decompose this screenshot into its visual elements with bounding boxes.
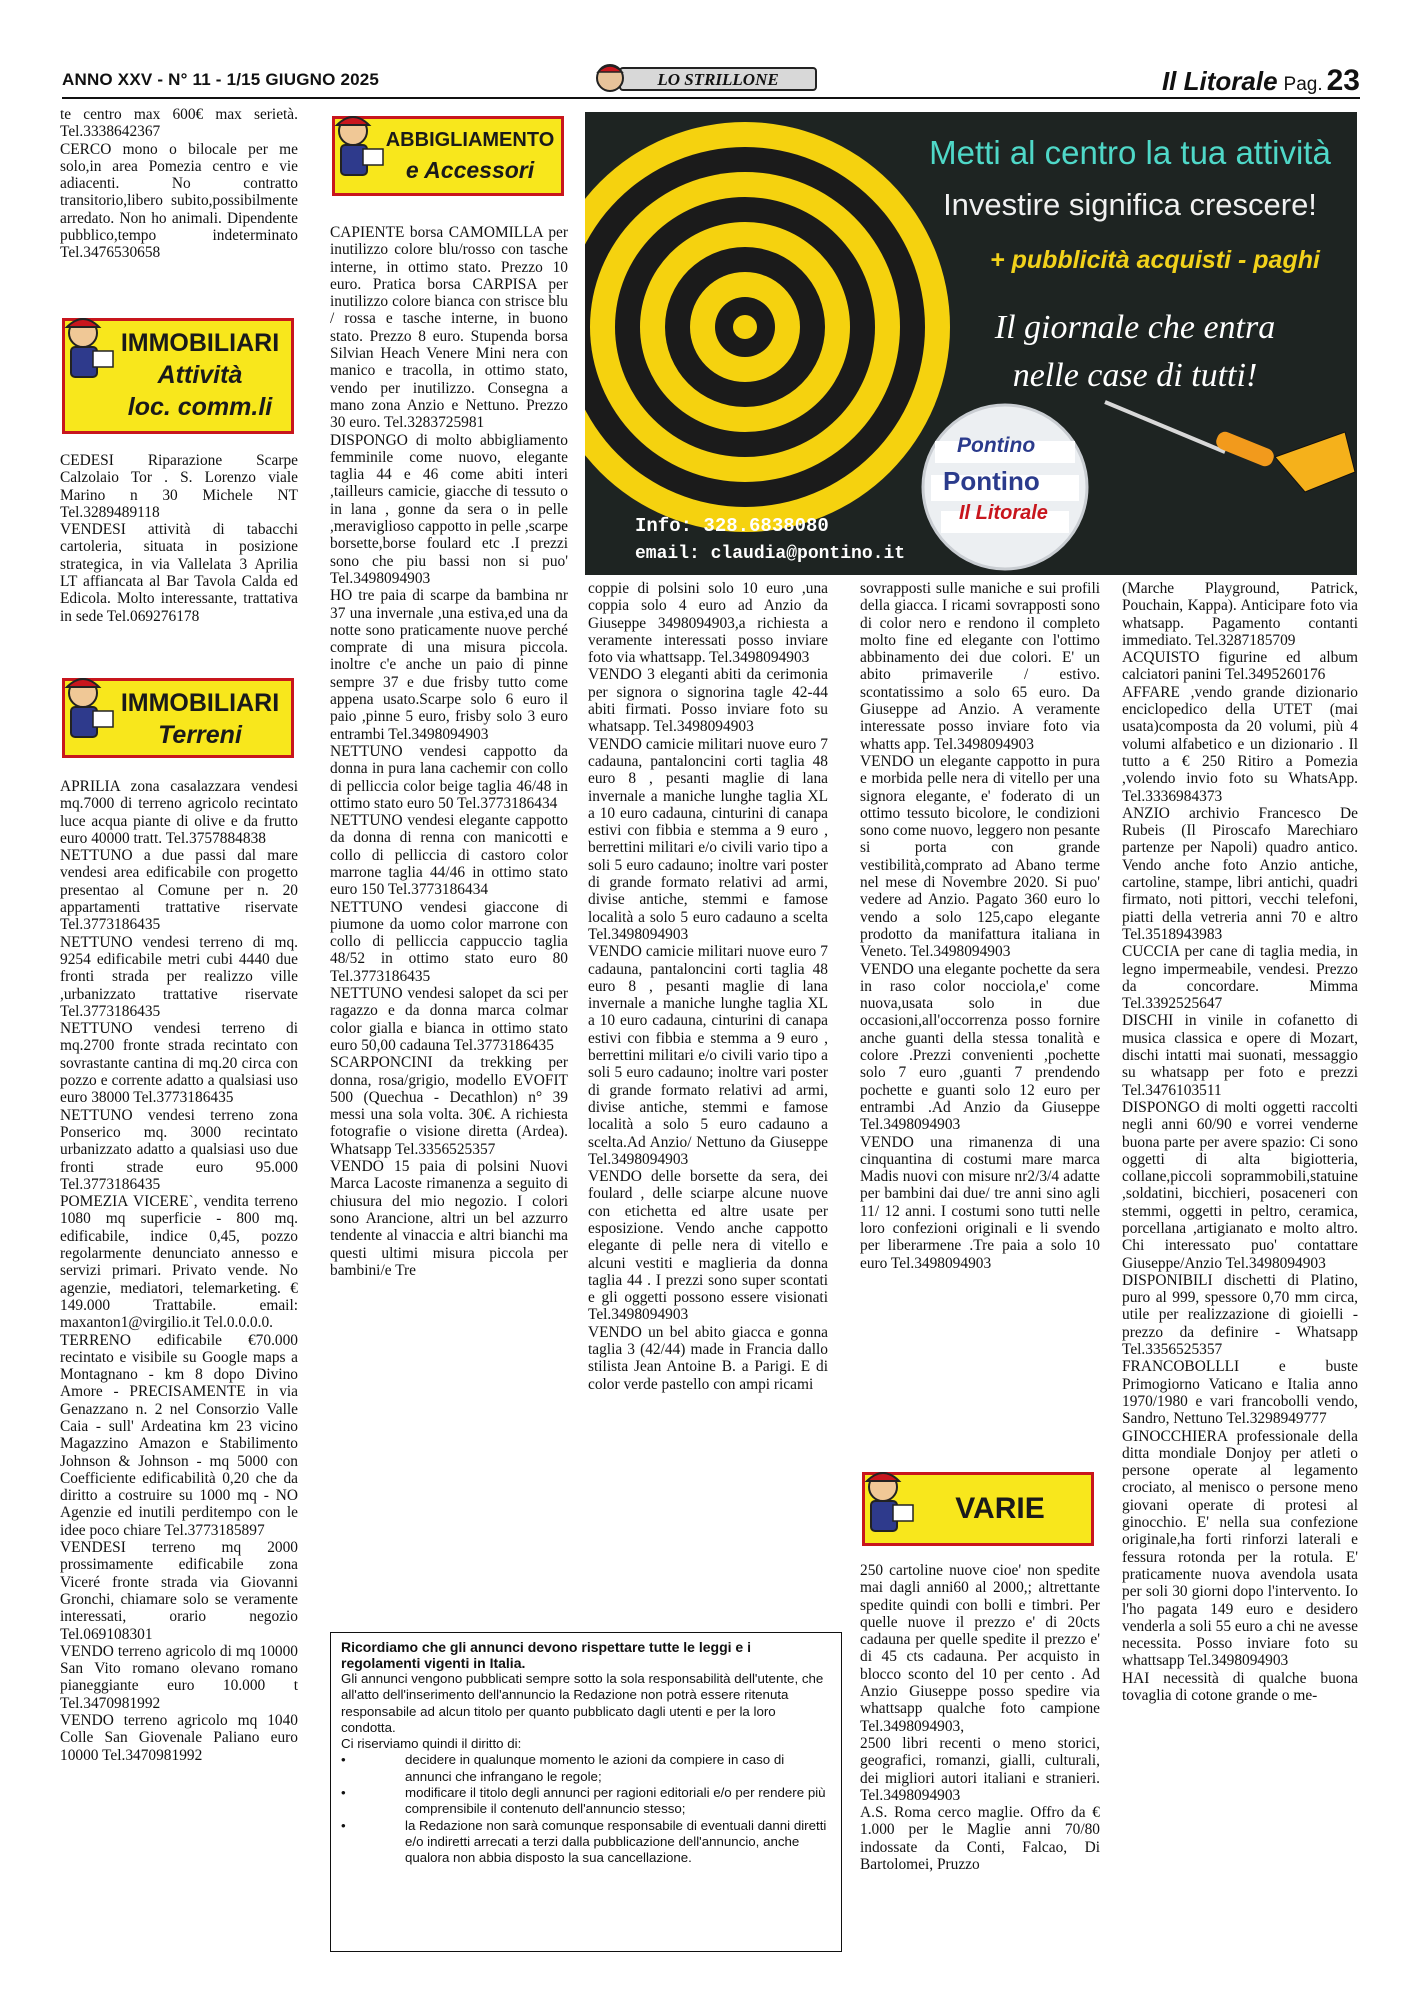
notice-body: Gli annunci vengono pubblicati sempre sotto la sola responsabilità dell'utente, che all'atto dell'inserimento dell'annuncio la Redazione non potrà essere ritenuta responsabile ad alcun titolo per quanto pubblicato dagli utenti e per la loro condotta. [341, 1671, 824, 1735]
dart-icon [1105, 402, 1355, 492]
classified-ad: NETTUNO vendesi terreno di mq. 9254 edificabile metri cubi 4440 due fronti strada per realizzo ville ,urbanizzato trattative riservate Tel.3773186435 [60, 933, 298, 1020]
newsboy-mascot-icon [57, 311, 117, 383]
classified-ad: coppie di polsini solo 10 euro ,una coppia solo 4 euro ad Anzio da Giuseppe 3498094903,a richiesta a veramente interessati posso inviare foto via whattsapp. Tel.3498094903 [588, 580, 828, 667]
classified-ad: SCARPONCINI da trekking per donna, rosa/grigio, modello EVOFIT 500 (Quechua - Decathlon) n° 39 messi una sola volta. 30€. A richiesta fotografie o visione diretta (Ardea). Whatsapp Tel.3356525357 [330, 1054, 568, 1158]
page-label: Pag. [1283, 74, 1323, 95]
section-title-line: Terreni [158, 721, 242, 749]
section-title-line: VARIE [955, 1492, 1045, 1525]
column-1-attivita [60, 452, 298, 625]
column-5 [1122, 580, 1358, 1704]
classified-ad: NETTUNO vendesi elegante cappotto da donna di renna con manicotti e collo di pelliccia di castoro color marrone taglia 44/46 in ottimo stato euro 150 Tel.3773186434 [330, 812, 568, 899]
classified-ad: CERCO mono o bilocale per me solo,in area Pomezia centro e vie adiacenti. No contratto transitorio,libero subito,possibilmente arredato. Non ho animali. Dipendente pubblico,tempo indeterminato Tel.3476530658 [60, 140, 298, 262]
pontino-logo: Pontino [957, 434, 1036, 457]
section-title-line: loc. comm.li [127, 393, 273, 421]
notice-list-item: • modificare il titolo degli annunci per ragioni editoriali e/o per rendere più comprensibile il contenuto dell'annuncio stesso; [341, 1785, 831, 1818]
ad-tagline-line: Il giornale che entra [994, 309, 1276, 346]
classified-ad: NETTUNO vendesi giaccone di piumone da uomo color marrone con collo di pelliccia cappuccio taglia 48/52 in ottimo stato euro 80 Tel.3773186435 [330, 898, 568, 985]
section-title-line: Attività [157, 361, 243, 389]
classified-ad: A.S. Roma cerco maglie. Offro da € 1.000 per le Maglie anni 70/80 indossate da Conti, Falcao, Di Bartolomei, Pruzzo [860, 1804, 1100, 1874]
classified-ad: CAPIENTE borsa CAMOMILLA per inutilizzo colore blu/rosso con tasche interne, in ottimo stato. Prezzo 10 euro. Pratica borsa CARPISA per inutilizzo colore bianca con strisce blu / rossa e tasche interne, in buono stato. Prezzo 8 euro. Stupenda borsa Silvian Heach Venere Mini nera con manico e tracolla, in ottimo stato, vendo per inutilizzo. Consegna a mano zona Anzio e Nettuno. Prezzo 30 euro. Tel.3283725981 [330, 224, 568, 432]
notice-list [341, 1752, 831, 1866]
column-1-terreni [60, 778, 298, 1764]
advertisement-banner [585, 112, 1357, 575]
section-header-varie [862, 1472, 1094, 1546]
logo-text: LO STRILLONE [657, 70, 779, 89]
classified-ad: sovrapposti sulle maniche e sui profili della giacca. I ricami sovrapposti sono di color nero e rendono il completo molto fine ed elegante con l'ottimo abbinamento dei due colori. E' un abito primaverile / estivo. scontatissimo a solo 65 euro. Da Giuseppe ad Anzio. A veramente interessate posso inviare foto via whatts app. Tel.3498094903 [860, 580, 1100, 753]
issue-info: ANNO XXV - N° 11 - 1/15 GIUGNO 2025 [62, 70, 380, 89]
classified-ad: ACQUISTO figurine ed album calciatori panini Tel.3495260176 [1122, 649, 1358, 684]
classified-ad: APRILIA zona casalazzara vendesi mq.7000 di terreno agricolo recintato luce acqua piante di olive e da frutto euro 40000 tratt. Tel.3757884838 [60, 778, 298, 847]
classified-ad: VENDO terreno agricolo mq 1040 Colle San Giovenale Paliano euro 10000 Tel.3470981992 [60, 1712, 298, 1764]
classified-ad: CEDESI Riparazione Scarpe Calzolaio Tor . S. Lorenzo viale Marino n 30 Michele NT Tel.3289489118 [60, 452, 298, 521]
ad-info-phone: Info: 328.6838080 [635, 515, 829, 537]
classified-ad: NETTUNO vendesi cappotto da donna in pura lana cachemir con collo di pelliccia color beige taglia 46/48 in ottimo stato euro 50 Tel.3773186434 [330, 742, 568, 812]
newsboy-mascot-icon [857, 1465, 917, 1537]
classified-ad: VENDO delle borsette da sera, dei foulard , delle sciarpe alcune nuove con etichetta ed altre usate per esposizione. Vendo anche cappotto elegante di pelle nera di vitello e alcuni vestiti e maglieria da donna taglia 44 . I prezzi sono super scontati e gli oggetti possono essere visionati Tel.3498094903 [588, 1168, 828, 1324]
classified-ad: TERRENO edificabile €70.000 recintato e visibile su Google maps a Montagnano - km 8 dopo Divino Amore - PRECISAMENTE in via Genazzano n. 2 nel Consorzio Valle Caia - sull' Ardeatina km 23 vicino Magazzino Amazon e Stabilimento Johnson & Johnson - mq 5000 con Coefficiente edificabilità 0,20 che da diritto a costruire su 1000 mq - NO Agenzie ed inutili perditempo con le idee poco chiare Tel.3773185897 [60, 1331, 298, 1539]
column-4 [860, 580, 1100, 1272]
classified-ad: VENDO una rimanenza di una cinquantina di costumi mare marca Madis nuovi con misure nr2/3/4 adatte per bambini dai due/ tre anni sino agli 11/ 12 anni. I costumi sono tutti nelle loro confezioni originali e li svendo per liberarmene .Tre paia a solo 10 euro Tel.3498094903 [860, 1133, 1100, 1272]
column-1-top [60, 106, 298, 262]
classified-ad: DISCHI in vinile in cofanetto di musica classica e opere di Mozart, dischi intatti mai suonati, messaggio su whatsapp per foto e prezzi Tel.3476103511 [1122, 1012, 1358, 1099]
notice-list-item: • la Redazione non sarà comunque responsabile di eventuali danni diretti e/o indiretti arrecati a terzi dalla pubblicazione dell'annuncio, anche qualora non abbia disposto la sua cancellazione. [341, 1818, 831, 1867]
page-header [62, 62, 1360, 96]
classified-ad: NETTUNO a due passi dal mare vendesi area edificabile con progetto presentao al Comune per n. 20 appartamenti trattative riservate Tel.3773186435 [60, 847, 298, 934]
ad-subhead: Investire significa crescere! [943, 187, 1317, 222]
classified-ad: DISPONGO di molto abbigliamento femminile come nuovo, elegante taglia 44 e 46 come abiti interi ,tailleurs camicie, giacche di tessuto o in lana , gonne da sera o in pelle ,meraviglioso cappotto in pelle ,scarpe borsette,borse foulard etc .I prezzi sono che piu bassi non si puo' Tel.3498094903 [330, 431, 568, 587]
classified-ad: 250 cartoline nuove cioe' non spedite mai dagli anni60 al 2000,; altrettante spedite quindi con bolli e timbri. Per quelle nuove il prezzo e' di 20cts cadauna per quelle spedite il prezzo e' di 45 cts cadauna. Per acquisto in blocco sconto del 10 per cento . Ad Anzio Giuseppe posso spedire via whattsapp qualche foto campione Tel.3498094903, [860, 1562, 1100, 1735]
classified-ad: VENDESI attività di tabacchi cartoleria, situata in posizione strategica, in via Vallelata 3 Aprilia LT affiancata al Bar Tavola Calda ed Edicola. Molto interessante, trattativa in sede Tel.069276178 [60, 521, 298, 625]
column-4-varie [860, 1562, 1100, 1873]
section-header-abbigliamento [332, 116, 564, 196]
ad-tagline [935, 304, 1335, 400]
classified-ad: VENDO 3 eleganti abiti da cerimonia per signora o signorina tagle 42-44 abiti firmati. Posso inviare foto su whatsapp. Tel.3498094903 [588, 666, 828, 736]
classified-ad: NETTUNO vendesi terreno di mq.2700 fronte strada recintato con sovrastante cantina di mq.20 circa con pozzo e corrente adatto a qualsiasi uso euro 38000 Tel.3773186435 [60, 1020, 298, 1107]
classified-ad: NETTUNO vendesi salopet da sci per ragazzo e da donna marca colmar color gialla e bianca in ottimo stato euro 50,00 cadauna Tel.3773186435 [330, 985, 568, 1054]
classified-ad: CUCCIA per cane di taglia media, in legno impermeabile, vendesi. Prezzo da concordare. Mimma Tel.3392525647 [1122, 943, 1358, 1013]
pontino-logo: Pontino [943, 466, 1040, 496]
classified-ad: VENDO terreno agricolo di mq 10000 San Vito romano olevano romano pianeggiante euro 10.000 t Tel.3470981992 [60, 1642, 298, 1712]
il-litorale-logo: Il Litorale [959, 502, 1048, 524]
classified-ad: HAI necessità di qualche buona tovaglia di cotone grande o me- [1122, 1669, 1358, 1704]
classified-ad: VENDESI terreno mq 2000 prossimamente edificabile zona Viceré fronte strada via Giovanni Gronchi, chiamare solo se veramente interessati, orario negozio Tel.069108301 [60, 1539, 298, 1643]
classified-ad: ANZIO archivio Francesco De Rubeis (Il Piroscafo Marechiaro partenze per Napoli) quadro antico. Vendo anche foto Anzio antiche, cartoline, stampe, libri antichi, quadri firmato, noti pittori, vecchi telefoni, piatti della vetreria anni 70 e altro Tel.3518943983 [1122, 804, 1358, 943]
classified-ad: FRANCOBOLLLI e buste Primogiorno Vaticano e Italia anno 1970/1980 e vari francobolli vendo, Sandro, Nettuno Tel.3298949777 [1122, 1358, 1358, 1428]
classified-ad: VENDO un bel abito giacca e gonna taglia 3 (42/44) made in Francia dallo stilista Jean Antoine B. a Parigi. E di color verde pastello con ampi ricami [588, 1323, 828, 1393]
section-title-line: IMMOBILIARI [120, 329, 280, 357]
classified-ad: VENDO una elegante pochette da sera in raso color nocciola,e' come nuova,usata solo in due occasioni,all'occorrenza posso fornire anche guanti della stessa tonalità e colore .Prezzi convenienti ,pochette solo 7 euro ,guanti 7 prendendo pochette e guanti solo 12 euro per entrambi .Ad Anzio da Giuseppe Tel.3498094903 [860, 960, 1100, 1134]
classified-ad: te centro max 600€ max serietà. Tel.3338642367 [60, 106, 298, 141]
newspaper-masthead [1162, 64, 1360, 98]
section-title-line: e Accessori [405, 157, 535, 183]
classified-ad: DISPONIBILI dischetti di Platino, puro al 999, spessore 0,70 mm circa, utile per realizzazione di gioielli - prezzo da definire - Whatsapp Tel.3356525357 [1122, 1271, 1358, 1359]
ad-slogan: + pubblicità acquisti - paghi [990, 246, 1320, 274]
column-3 [588, 580, 828, 1393]
classified-ad: VENDO camicie militari nuove euro 7 cadauna, pantaloncini corti taglia 48 euro 8 , pesanti maglie di lana invernale a maniche lunghe taglia XL a 10 euro cadauna, cinturini di canapa estivi con fibbia e stemma a 9 euro , berrettini militari e/o civili vario tipo a soli 5 euro cadauno; inoltre vari poster di grande formato relativi ad armi, divise antiche, stemmi e famose località a solo 5 euro cadauno a scelta.Ad Anzio/ Nettuno da Giuseppe Tel.3498094903 [588, 943, 828, 1168]
ad-tagline-line: nelle case di tutti! [1012, 357, 1258, 394]
section-title-line: IMMOBILIARI [120, 689, 280, 717]
section-header-terreni [62, 678, 294, 758]
classified-ad: AFFARE ,vendo grande dizionario enciclopedico della UTET (mai usata)composta da 20 volumi, più 4 volumi alfabetico e un dizionario . Il tutto a € 250 Ritiro a Pomezia ,volendo invio foto su WhatsApp. Tel.3336984373 [1122, 683, 1358, 805]
column-2 [330, 224, 568, 1279]
notice-list-item: • decidere in qualunque momento le azioni da compiere in caso di annunci che infrangano le regole; [341, 1752, 831, 1785]
page-number: 23 [1326, 64, 1360, 97]
header-rule [62, 97, 1360, 99]
classified-ad: VENDO camicie militari nuove euro 7 cadauna, pantaloncini corti taglia 48 euro 8 , pesanti maglie di lana invernale a maniche lunghe taglia XL a 10 euro cadauna, cinturini di canapa estivi con fibbia e stemma a 9 euro , berrettini militari e/o civili vario tipo a soli 5 euro cadauno; inoltre vari poster di grande formato relativi ad armi, divise antiche, stemmi e famose località a solo 5 euro cadauno a scelta Tel.3498094903 [588, 735, 828, 943]
classified-ad: GINOCCHIERA professionale della ditta mondiale Donjoy per atleti o persone operate al legamento crociato, al menisco o persone meno giovani operate di protesi al ginocchio. E' nella sua confezione originale,ha forti rinforzi laterali e fessura rotonda per la rotula. E' praticamente nuova avendola usata per soli 30 giorni dopo l'intervento. Io l'ho pagata 149 euro e desidero venderla a soli 55 euro a chi ne avesse necessita. Posso inviare foto su whattsapp Tel.3498094903 [1122, 1427, 1358, 1670]
lo-strillone-logo [592, 62, 822, 94]
classified-ad: HO tre paia di scarpe da bambina nr 37 una invernale ,una estiva,ed una da notte sono praticamente nuove perché comprate di una misura piccola. inoltre c'e anche un paio di pinne sempre 37 e due frisby tutto come appena usato.Scarpe solo 6 euro il paio ,pinne 5 euro, frisby solo 3 euro entrambi Tel.3498094903 [330, 587, 568, 743]
legal-notice-box [330, 1632, 842, 1952]
classified-ad: POMEZIA VICERE`, vendita terreno 1080 mq superficie - 800 mq. edificabile, indice 0,45, pozzo regolarmente denunciato annesso e servizi primari. Privato vende. No agenzie, mediatori, telemarketing. € 149.000 Trattabile. email: maxanton1@virgilio.it Tel.0.0.0.0. [60, 1193, 298, 1332]
newsboy-mascot-icon [57, 671, 117, 743]
newsboy-mascot-icon [327, 109, 387, 181]
section-title-line: ABBIGLIAMENTO [385, 129, 555, 151]
section-header-attivita [62, 318, 294, 434]
classified-ad: NETTUNO vendesi terreno zona Ponserico mq. 3000 recintato urbanizzato adatto a qualsiasi uso due fronti strade euro 95.000 Tel.3773186435 [60, 1106, 298, 1193]
notice-intro: Ci riserviamo quindi il diritto di: [341, 1736, 522, 1752]
classified-ad: DISPONGO di molti oggetti raccolti negli anni 60/90 e vorrei venderne buona parte per avere spazio: Ci sono oggetti di alta bigiotteria, collane,piccoli soprammobili,statuine ,soldatini, bicchieri, posaceneri con stemmi, oggetti in peltro, ceramica, porcellana ,artigianato e molto altro. Chi interessato puo' contattare Giuseppe/Anzio Tel.3498094903 [1122, 1098, 1358, 1272]
classified-ad: 2500 libri recenti o meno storici, geografici, romanzi, gialli, culturali, dei migliori autori italiani e stranieri. Tel.3498094903 [860, 1734, 1100, 1804]
classified-ad: VENDO un elegante cappotto in pura e morbida pelle nera di vitello per una signora elegante, e' foderato di un ottimo tessuto bicolore, le condizioni sono come nuovo, leggero non pesante si porta con grande vestibilità,comprato ad Abano terme nel mese di Novembre 2020. Si puo' vedere ad Anzio. Pagato 360 euro lo vendo a solo 125,capo elegante prodotto da manifattura italiana in Veneto. Tel.3498094903 [860, 752, 1100, 961]
ad-email: email: claudia@pontino.it [635, 544, 906, 564]
classified-ad: VENDO 15 paia di polsini Nuovi Marca Lacoste rimanenza a seguito di chiusura del mio negozio. I colori sono Arancione, altri un bel azzurro tendente al vinaccia e altri bianchi ma questi ultimi misura piccola per bambini/e Tre [330, 1158, 568, 1279]
classified-ad: (Marche Playground, Patrick, Pouchain, Kappa). Anticipare foto via whatsapp. Pagamento contanti immediato. Tel.3287185709 [1122, 580, 1358, 649]
newspaper-name: Il Litorale [1161, 66, 1278, 96]
ad-headline: Metti al centro la tua attività [929, 134, 1331, 171]
notice-heading: Ricordiamo che gli annunci devono rispettare tutte le leggi e i regolamenti vigenti in Italia. [341, 1639, 751, 1671]
